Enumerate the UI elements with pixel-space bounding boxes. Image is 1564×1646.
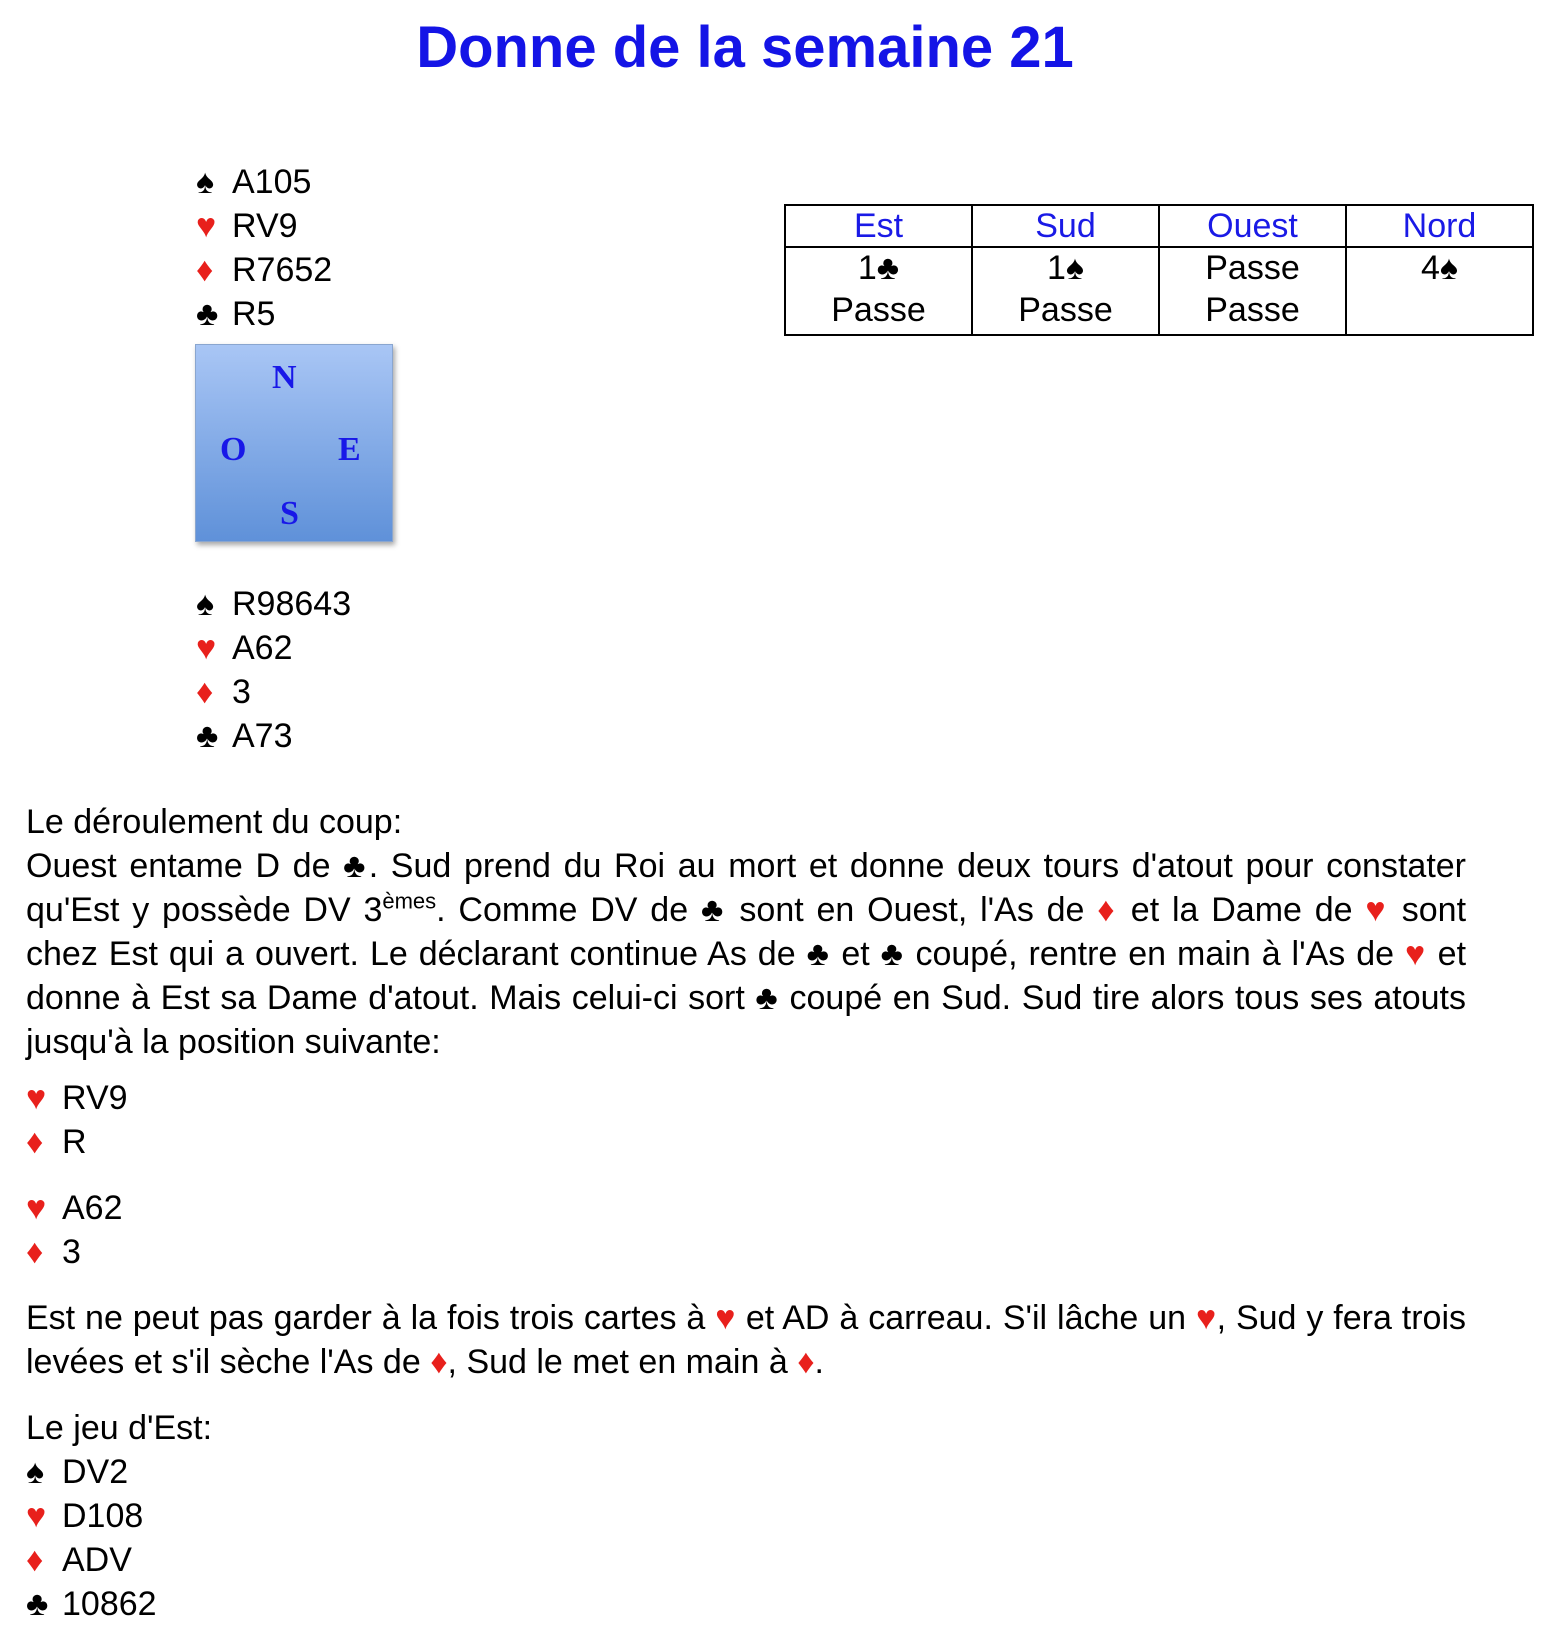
position-south-diamonds: ♦ 3 bbox=[26, 1230, 1466, 1274]
spade-icon: ♠ bbox=[1439, 249, 1458, 287]
north-hand bbox=[196, 160, 332, 336]
east-clubs: ♣ 10862 bbox=[26, 1582, 1466, 1626]
heart-icon: ♥ bbox=[196, 629, 217, 667]
east-diamonds: ♦ ADV bbox=[26, 1538, 1466, 1582]
bid-cell: Passe bbox=[1159, 290, 1346, 335]
narrative-heading: Le déroulement du coup: bbox=[26, 803, 403, 841]
east-hand bbox=[26, 1450, 1466, 1626]
bid-cell: 4♠ bbox=[1346, 247, 1533, 290]
club-icon: ♣ bbox=[700, 891, 727, 929]
bidding-header-row bbox=[785, 205, 1533, 247]
heart-icon: ♥ bbox=[715, 1299, 736, 1337]
conclusion-paragraph: Est ne peut pas garder à la fois trois cartes à ♥ et AD à carreau. S'il lâche un ♥, Sud y fera trois levées et s'il sèche l'As de ♦, Sud le met en main à ♦. bbox=[26, 1299, 1467, 1381]
south-spades: ♠ R98643 bbox=[196, 582, 351, 626]
compass-west: O bbox=[220, 431, 247, 468]
east-spades: ♠ DV2 bbox=[26, 1450, 1466, 1494]
compass-box bbox=[195, 344, 393, 542]
diamond-icon: ♦ bbox=[26, 1123, 44, 1161]
bidding-header-nord: Nord bbox=[1346, 205, 1533, 247]
bid-cell: Passe bbox=[785, 290, 972, 335]
bidding-header-sud: Sud bbox=[972, 205, 1159, 247]
spade-icon: ♠ bbox=[196, 163, 215, 201]
position-north bbox=[26, 1076, 1466, 1164]
position-south bbox=[26, 1186, 1466, 1274]
position-north-diamonds: ♦ R bbox=[26, 1120, 1466, 1164]
east-heading: Le jeu d'Est: bbox=[26, 1409, 213, 1447]
compass-east: E bbox=[338, 431, 361, 468]
spade-icon: ♠ bbox=[26, 1453, 45, 1491]
north-spades: ♠ A105 bbox=[196, 160, 332, 204]
bid-cell: Passe bbox=[972, 290, 1159, 335]
south-clubs: ♣ A73 bbox=[196, 714, 351, 758]
compass-south: S bbox=[280, 495, 299, 532]
bidding-header-ouest: Ouest bbox=[1159, 205, 1346, 247]
bidding-row bbox=[785, 247, 1533, 290]
south-hearts: ♥ A62 bbox=[196, 626, 351, 670]
bid-cell: Passe bbox=[1159, 247, 1346, 290]
heart-icon: ♥ bbox=[196, 207, 217, 245]
heart-icon: ♥ bbox=[1195, 1299, 1217, 1337]
diamond-icon: ♦ bbox=[196, 251, 214, 289]
club-icon: ♣ bbox=[196, 295, 219, 333]
bid-cell bbox=[1346, 290, 1533, 335]
heart-icon: ♥ bbox=[26, 1079, 47, 1117]
south-diamonds: ♦ 3 bbox=[196, 670, 351, 714]
diamond-icon: ♦ bbox=[1097, 891, 1118, 929]
north-hearts: ♥ RV9 bbox=[196, 204, 332, 248]
position-south-hearts: ♥ A62 bbox=[26, 1186, 1466, 1230]
narrative-paragraph: Ouest entame D de ♣. Sud prend du Roi au mort et donne deux tours d'atout pour constater qu'Est y possède DV 3èmes. Comme DV de ♣ sont en Ouest, l'As de ♦ et la Dame de ♥ sont chez Est qui a ouvert. Le déclarant continue As de ♣ et ♣ coupé, rentre en main à l'As de ♥ et donne à Est sa Dame d'atout. Mais celui-ci sort ♣ coupé en Sud. Sud tire alors tous ses atouts jusqu'à la position suivante: bbox=[26, 847, 1467, 1061]
south-hand bbox=[196, 582, 351, 758]
bidding-row bbox=[785, 290, 1533, 335]
spade-icon: ♠ bbox=[1065, 249, 1084, 287]
spade-icon: ♠ bbox=[196, 585, 215, 623]
diamond-icon: ♦ bbox=[196, 673, 214, 711]
diamond-icon: ♦ bbox=[26, 1541, 44, 1579]
heart-icon: ♥ bbox=[26, 1497, 47, 1535]
east-hearts: ♥ D108 bbox=[26, 1494, 1466, 1538]
heart-icon: ♥ bbox=[1405, 935, 1427, 973]
north-clubs: ♣ R5 bbox=[196, 292, 332, 336]
compass-north: N bbox=[272, 359, 297, 396]
bid-cell: 1♠ bbox=[972, 247, 1159, 290]
club-icon: ♣ bbox=[880, 935, 905, 973]
position-north-hearts: ♥ RV9 bbox=[26, 1076, 1466, 1120]
club-icon: ♣ bbox=[755, 979, 779, 1017]
diamond-icon: ♦ bbox=[797, 1343, 815, 1381]
club-icon: ♣ bbox=[196, 717, 219, 755]
bid-cell: 1♣ bbox=[785, 247, 972, 290]
diamond-icon: ♦ bbox=[26, 1233, 44, 1271]
club-icon: ♣ bbox=[26, 1585, 49, 1623]
bidding-table bbox=[784, 204, 1534, 336]
heart-icon: ♥ bbox=[26, 1189, 47, 1227]
diamond-icon: ♦ bbox=[430, 1343, 448, 1381]
page-title: Donne de la semaine 21 bbox=[416, 15, 1074, 80]
bidding-header-est: Est bbox=[785, 205, 972, 247]
club-icon: ♣ bbox=[343, 847, 369, 885]
north-diamonds: ♦ R7652 bbox=[196, 248, 332, 292]
heart-icon: ♥ bbox=[1365, 891, 1389, 929]
club-icon: ♣ bbox=[806, 935, 831, 973]
club-icon: ♣ bbox=[876, 249, 900, 287]
